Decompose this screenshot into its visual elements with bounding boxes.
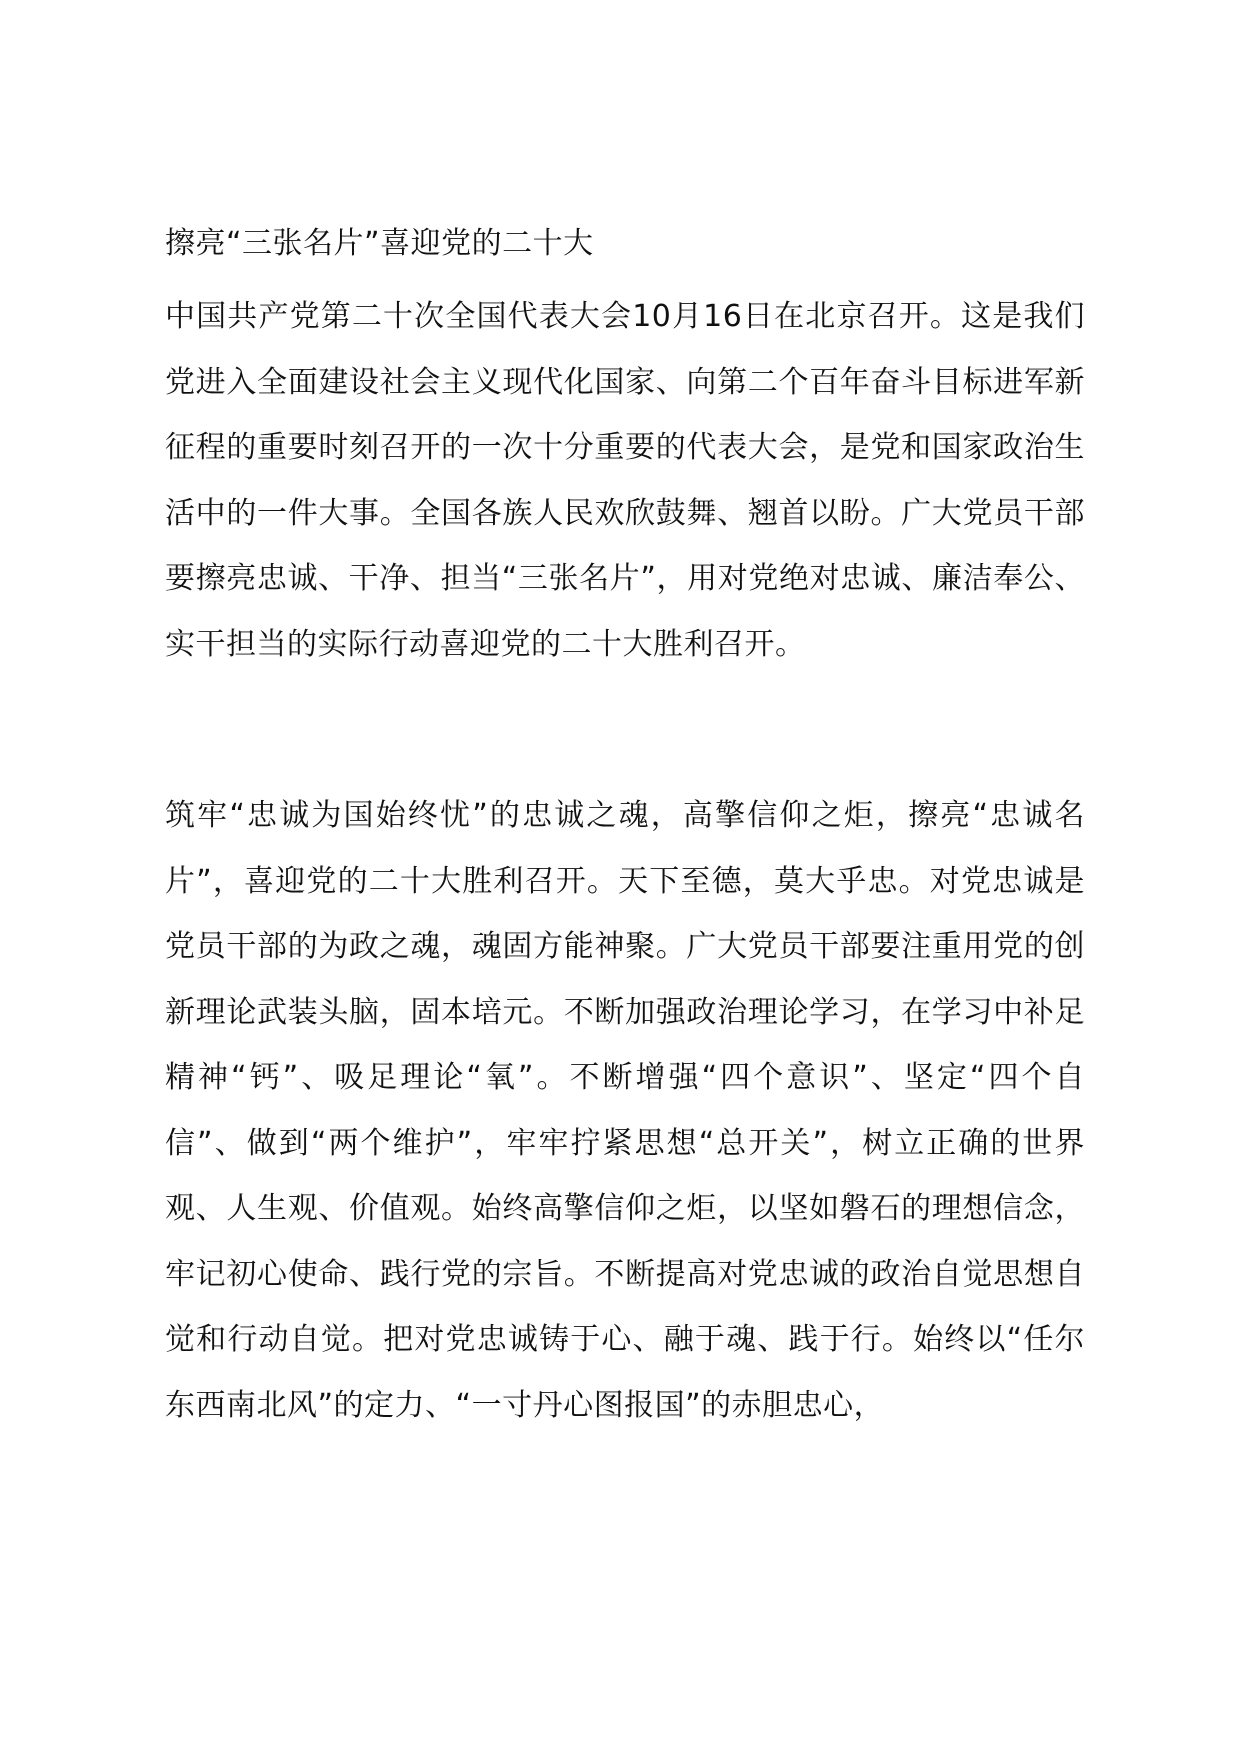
paragraph-congress-intro: 中国共产党第二十次全国代表大会10月16日在北京召开。这是我们党进入全面建设社会主义现代化国家、向第二个百年奋斗目标进军新征程的重要时刻召开的一次十分重要的代表大会，是党和国家政治生活中的一件大事。全国各族人民欢欣鼓舞、翘首以盼。广大党员干部要擦亮忠诚、干净、担当“三张名片”，用对党绝对忠诚、廉洁奉公、实干担当的实际行动喜迎党的二十大胜利召开。	[165, 299, 1085, 662]
paragraph-loyalty: 筑牢“忠诚为国始终忧”的忠诚之魂，高擎信仰之炬，擦亮“忠诚名片”，喜迎党的二十大胜利召开。天下至德，莫大乎忠。对党忠诚是党员干部的为政之魂，魂固方能神聚。广大党员干部要注重用党的创新理论武装头脑，固本培元。不断加强政治理论学习，在学习中补足精神“钙”、吸足理论“氧”。不断增强“四个意识”、坚定“四个自信”、做到“两个维护”，牢牢拧紧思想“总开关”，树立正确的世界观、人生观、价值观。始终高擎信仰之炬，以坚如磐石的理想信念，牢记初心使命、践行党的宗旨。不断提高对党忠诚的政治自觉思想自觉和行动自觉。把对党忠诚铸于心、融于魂、践于行。始终以“任尔东西南北风”的定力、“一寸丹心图报国”的赤胆忠心，	[165, 798, 1085, 1423]
document-title: 擦亮“三张名片”喜迎党的二十大	[165, 226, 594, 261]
